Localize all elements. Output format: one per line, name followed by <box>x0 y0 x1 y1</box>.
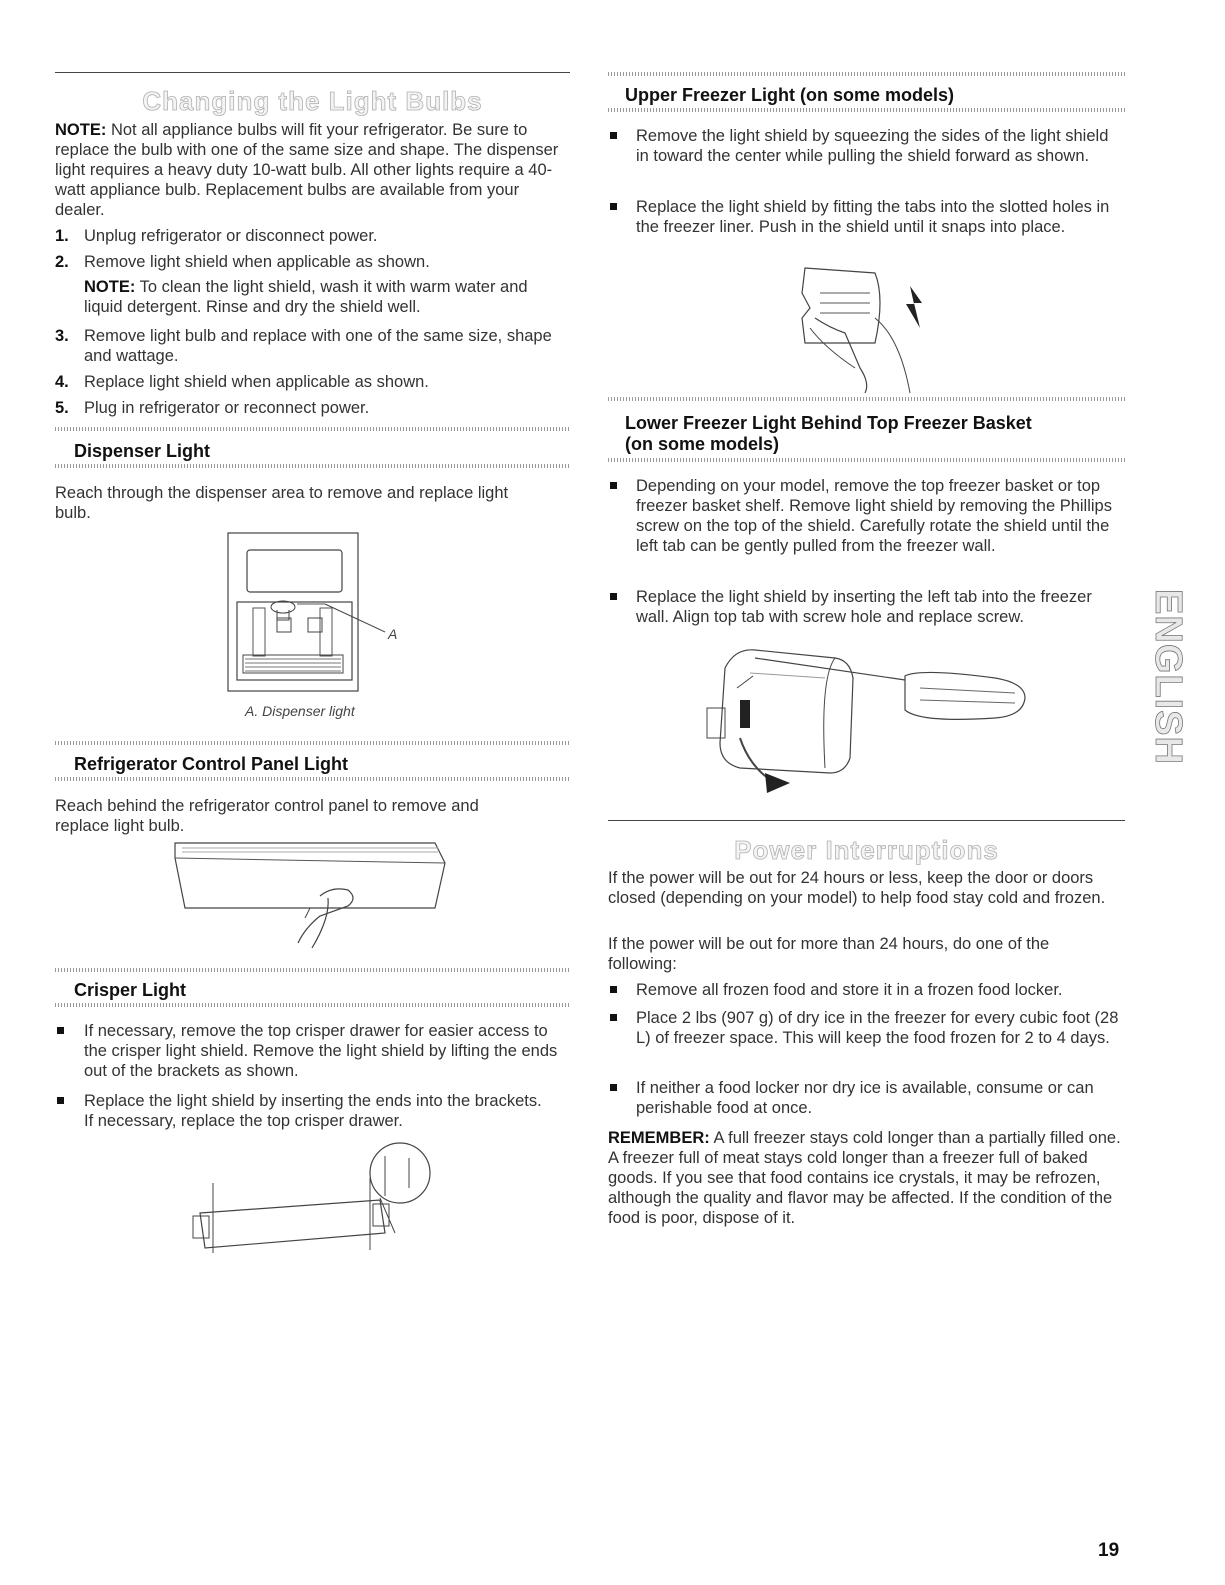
control-panel-illustration <box>170 838 455 958</box>
remember-label: REMEMBER: <box>608 1129 710 1147</box>
remember-text: A full freezer stays cold longer than a partially filled one. A freezer full of meat stays cold longer than a freezer full of baked goods. If you see that food contains ice crystals, it may be refrozen, although the quality and flavor may be affected. If the condition of the food is poor, dispose of it. <box>608 1129 1121 1227</box>
bullet-icon <box>610 203 617 210</box>
divider-hatch <box>608 397 1125 401</box>
power-paragraph-1: If the power will be out for 24 hours or less, keep the door or doors closed (depending on your model) to help food stay cold and frozen. <box>608 869 1106 907</box>
note-text: Not all appliance bulbs will fit your refrigerator. Be sure to replace the bulb with one of the same size and shape. The dispenser light requires a heavy duty 10-watt bulb. All other lights require a 40-watt appliance bulb. Replacement bulbs are available from your dealer. <box>55 121 559 219</box>
power-bullet-2: Place 2 lbs (907 g) of dry ice in the freezer for every cubic foot (28 L) of freezer space. This will keep the food frozen for 2 to 4 days. <box>636 1009 1119 1047</box>
divider-hatch <box>55 464 570 468</box>
divider-hatch <box>55 777 570 781</box>
bullet-icon <box>610 1014 617 1021</box>
step2-note-label: NOTE: <box>84 278 136 296</box>
heading-lower-freezer-line2: (on some models) <box>625 434 780 454</box>
upper-freezer-illustration <box>790 258 960 398</box>
callout-letter-a: A <box>388 626 398 642</box>
heading-control-panel-light: Refrigerator Control Panel Light <box>74 754 349 774</box>
step-number-1: 1. <box>55 227 69 245</box>
page-number: 19 <box>1098 1540 1120 1561</box>
control-panel-text: Reach behind the refrigerator control panel to remove and replace light bulb. <box>55 797 479 835</box>
note-paragraph <box>55 120 570 220</box>
lower-freezer-bullet-1: Depending on your model, remove the top freezer basket or top freezer basket shelf. Remove light shield by removing the Phillips screw on the top of the shield. Carefully rotate the shield until the left tab can be gently pulled from the freezer wall. <box>636 477 1112 555</box>
lower-freezer-illustration <box>695 638 1045 798</box>
crisper-illustration <box>185 1138 435 1258</box>
divider-hatch <box>608 72 1125 76</box>
dispenser-text: Reach through the dispenser area to remove and replace light bulb. <box>55 484 509 522</box>
power-bullet-3: If neither a food locker nor dry ice is available, consume or can perishable food at once. <box>636 1079 1094 1117</box>
divider-hatch <box>55 427 570 431</box>
note-label: NOTE: <box>55 121 107 139</box>
divider-hatch <box>608 458 1125 462</box>
section-title-power-interruptions: Power Interruptions <box>734 835 999 865</box>
step-text-5: Plug in refrigerator or reconnect power. <box>84 399 370 417</box>
divider-hatch <box>55 1003 570 1007</box>
crisper-bullet-2: Replace the light shield by inserting the ends into the brackets. If necessary, replace the top crisper drawer. <box>84 1092 542 1130</box>
heading-lower-freezer-light <box>625 413 1032 455</box>
step-text-1: Unplug refrigerator or disconnect power. <box>84 227 378 245</box>
bullet-icon <box>57 1097 64 1104</box>
bullet-icon <box>57 1027 64 1034</box>
step-number-2: 2. <box>55 253 69 271</box>
bullet-icon <box>610 986 617 993</box>
heading-lower-freezer-line1: Lower Freezer Light Behind Top Freezer Basket <box>625 413 1032 433</box>
crisper-bullet-1: If necessary, remove the top crisper drawer for easier access to the crisper light shield. Remove the light shield by lifting the ends out of the brackets as shown. <box>84 1022 558 1080</box>
step2-note <box>84 277 570 317</box>
section-title-changing-bulbs: Changing the Light Bulbs <box>142 86 483 116</box>
divider-hatch <box>608 108 1125 112</box>
dispenser-caption: A. Dispenser light <box>245 703 355 719</box>
step-number-3: 3. <box>55 327 69 345</box>
bullet-icon <box>610 132 617 139</box>
step-text-4: Replace light shield when applicable as shown. <box>84 373 429 391</box>
top-rule-left <box>55 72 570 73</box>
power-paragraph-2: If the power will be out for more than 24 hours, do one of the following: <box>608 935 1050 973</box>
rule-power-interruptions <box>608 820 1125 821</box>
step2-note-text: To clean the light shield, wash it with warm water and liquid detergent. Rinse and dry the shield well. <box>84 278 528 316</box>
step-number-5: 5. <box>55 399 69 417</box>
upper-freezer-bullet-1: Remove the light shield by squeezing the sides of the light shield in toward the center while pulling the shield forward as shown. <box>636 127 1109 165</box>
dispenser-illustration <box>225 530 405 695</box>
bullet-icon <box>610 482 617 489</box>
lower-freezer-bullet-2: Replace the light shield by inserting the left tab into the freezer wall. Align top tab with screw hole and replace screw. <box>636 588 1092 626</box>
heading-dispenser-light: Dispenser Light <box>74 441 211 461</box>
language-sidebar-label: ENGLISH <box>1147 589 1189 765</box>
step-text-2: Remove light shield when applicable as shown. <box>84 253 430 271</box>
divider-hatch <box>55 741 570 745</box>
heading-upper-freezer-light: Upper Freezer Light (on some models) <box>625 85 955 105</box>
step-text-3: Remove light bulb and replace with one of the same size, shape and wattage. <box>84 327 552 365</box>
remember-paragraph <box>608 1128 1125 1228</box>
divider-hatch <box>55 968 570 972</box>
upper-freezer-bullet-2: Replace the light shield by fitting the tabs into the slotted holes in the freezer liner. Push in the shield until it snaps into place. <box>636 198 1110 236</box>
bullet-icon <box>610 1084 617 1091</box>
language-sidebar <box>1147 565 1189 790</box>
power-bullet-1: Remove all frozen food and store it in a frozen food locker. <box>636 981 1063 999</box>
bullet-icon <box>610 593 617 600</box>
step-number-4: 4. <box>55 373 69 391</box>
heading-crisper-light: Crisper Light <box>74 980 187 1000</box>
